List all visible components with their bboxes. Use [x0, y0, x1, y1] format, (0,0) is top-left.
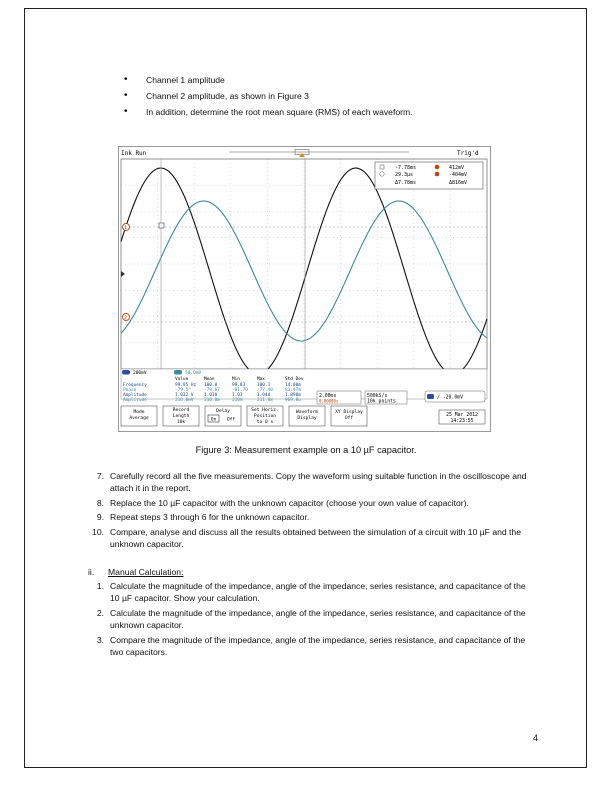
delay-value: 0.00000s — [319, 398, 339, 404]
measure-cell: 99.95 Hz — [175, 383, 197, 388]
oscilloscope-screenshot — [118, 146, 491, 432]
procedure-step — [90, 497, 542, 509]
step-number: 1. — [96, 581, 104, 591]
section-number: ii. — [88, 567, 95, 577]
trigger-channel-icon — [427, 394, 434, 399]
softkey-bar — [121, 406, 485, 426]
step-text: Calculate the magnitude of the impedance, angle of the impedance, series resistance, and capacitance of the unknown capacitor. — [110, 607, 526, 631]
measure-cell: 210.0mV — [175, 398, 194, 403]
section-heading — [88, 567, 183, 577]
step-number: 8. — [96, 497, 104, 508]
softkey-label: Average — [129, 416, 149, 421]
measure-cell: -81.70 — [232, 388, 248, 393]
measure-cell: 14.00m — [285, 383, 301, 388]
calculation-steps — [90, 580, 530, 660]
page-number: 4 — [533, 733, 539, 743]
svg-text:2: 2 — [124, 316, 128, 321]
bullet-item: • Channel 1 amplitude — [120, 72, 413, 88]
step-number: 10. — [92, 526, 104, 537]
cursor-readout-value: -404mV — [449, 172, 468, 178]
oscilloscope-display — [119, 147, 490, 431]
measure-row-label: Amplitude — [123, 398, 147, 403]
channel-dot-icon — [435, 165, 440, 170]
softkey-label: to 0 s — [256, 420, 274, 425]
figure-caption: Figure 3: Measurement example on a 10 µF capacitor. — [195, 445, 417, 455]
cursor-readout-value: Δ7.78ms — [395, 180, 417, 186]
measure-cell: 83.97m — [285, 388, 301, 393]
step-text: Compare, analyse and discuss all the results obtained between the simulation of a circuit with 10 µF and the unknown capacitor. — [110, 526, 521, 550]
measure-cell: -77.40 — [257, 388, 273, 393]
bullet-item: • Channel 2 amplitude, as shown in Figure 3 — [120, 88, 413, 104]
measure-cell: 210m — [232, 398, 243, 403]
step-text: Carefully record all the five measurements. Copy the waveform using suitable function in the oscilloscope and attach it in the report. — [110, 471, 527, 494]
measure-header: Min — [232, 377, 240, 382]
measurement-panel — [121, 369, 487, 405]
trigger-position-icon — [299, 153, 305, 157]
channel2-marker — [123, 314, 130, 322]
time-value: 14:23:55 — [450, 419, 474, 424]
step-number: 3. — [96, 634, 104, 645]
softkey-label: Display — [297, 416, 317, 421]
softkey-label: On — [210, 417, 217, 423]
ground-marker-icon — [121, 271, 125, 277]
record-points: 10k points — [367, 399, 396, 405]
measure-row-label: Frequency — [123, 383, 147, 388]
step-number: 2. — [96, 607, 104, 618]
trigger-status: Trig'd — [457, 150, 479, 157]
procedure-step — [90, 526, 542, 551]
measure-header: Std Dev — [285, 377, 304, 382]
measure-cell: -79.67 — [204, 388, 220, 393]
measure-cell: -79.5° — [175, 388, 191, 393]
step-text: Compare the magnitude of the impedance, angle of the impedance, series resistance, and capacitance of the two capacitors. — [110, 634, 526, 658]
step-text: Replace the 10 µF capacitor with the unknown capacitor (choose your own value of capacitor). — [110, 497, 469, 508]
softkey-label: Set Horiz. — [251, 408, 279, 413]
measure-row-label: Amplitude — [123, 393, 147, 398]
procedure-step — [90, 511, 542, 523]
measure-cell: 1.03 — [232, 393, 243, 398]
measure-header: Value — [175, 377, 189, 382]
bullet-item: • In addition, determine the root mean square (RMS) of each waveform. — [120, 104, 413, 120]
step-text: Calculate the magnitude of the impedance, angle of the impedance, series resistance, and capacitance of the 10 µF capacitor. Show your calculation. — [110, 581, 526, 604]
measure-cell: 210.0m — [204, 398, 220, 403]
softkey-label: Position — [253, 414, 277, 419]
procedure-step — [90, 470, 542, 495]
step-text: Repeat steps 3 through 6 for the unknown capacitor. — [110, 512, 310, 523]
cursor-readout-box — [375, 162, 483, 189]
channel1-scale: 200mV — [133, 371, 147, 376]
softkey-label: Mode — [133, 410, 145, 415]
trigger-level: / -20.0mV — [437, 395, 463, 401]
date-value: 25 Mar 2012 — [446, 413, 478, 418]
calculation-step — [90, 634, 530, 659]
measure-cell: 211.0m — [257, 398, 273, 403]
cursor-readout-value: 412mV — [449, 165, 465, 171]
cursor-marker — [159, 223, 164, 228]
softkey-label: Record — [172, 408, 190, 413]
softkey-label: XY Display — [335, 410, 363, 415]
measure-header: Max — [257, 377, 265, 382]
measure-cell: 100.1 — [257, 383, 271, 388]
softkey-label: Off — [344, 416, 354, 421]
calculation-step — [90, 607, 530, 632]
calculation-step — [90, 580, 530, 605]
bullet-list — [120, 72, 413, 120]
measure-row-label: Phase — [123, 388, 137, 393]
softkey-label: 10k — [176, 420, 186, 425]
run-status: Ink Run — [121, 150, 147, 157]
channel2-scale: 50.0mV — [185, 371, 202, 376]
cursor-readout-value: 29.3µs — [395, 172, 414, 178]
channel1-scale-icon — [122, 370, 130, 375]
step-number: 7. — [96, 471, 104, 481]
softkey-label: Off — [226, 417, 236, 423]
sample-rate: 500kS/s — [367, 394, 388, 399]
softkey-label: Waveform — [295, 410, 319, 415]
measure-cell: 1.890m — [285, 393, 301, 398]
channel1-marker — [123, 224, 130, 232]
cursor-readout-value: Δ816mV — [449, 180, 468, 186]
measure-cell: 1.044 — [257, 393, 271, 398]
measure-cell: 1.030 — [204, 393, 218, 398]
timebase-value: 2.00ms — [319, 394, 337, 399]
section-title: Manual Calculation: — [108, 567, 184, 577]
measure-cell: 969.8u — [285, 398, 301, 403]
softkey-label: Delay — [216, 409, 230, 414]
measure-cell: 99.83 — [232, 383, 246, 388]
procedure-steps — [90, 470, 542, 552]
measure-header: Mean — [204, 377, 215, 382]
step-number: 9. — [96, 512, 104, 523]
softkey-label: Length — [172, 414, 190, 419]
svg-text:1: 1 — [124, 226, 128, 231]
measure-cell: 1.032 V — [175, 393, 194, 398]
measure-cell: 100.0 — [204, 383, 218, 388]
channel-dot-icon — [435, 172, 440, 177]
cursor-readout-value: -7.78ms — [395, 165, 417, 171]
graticule — [121, 159, 487, 369]
channel2-scale-icon — [174, 370, 182, 375]
